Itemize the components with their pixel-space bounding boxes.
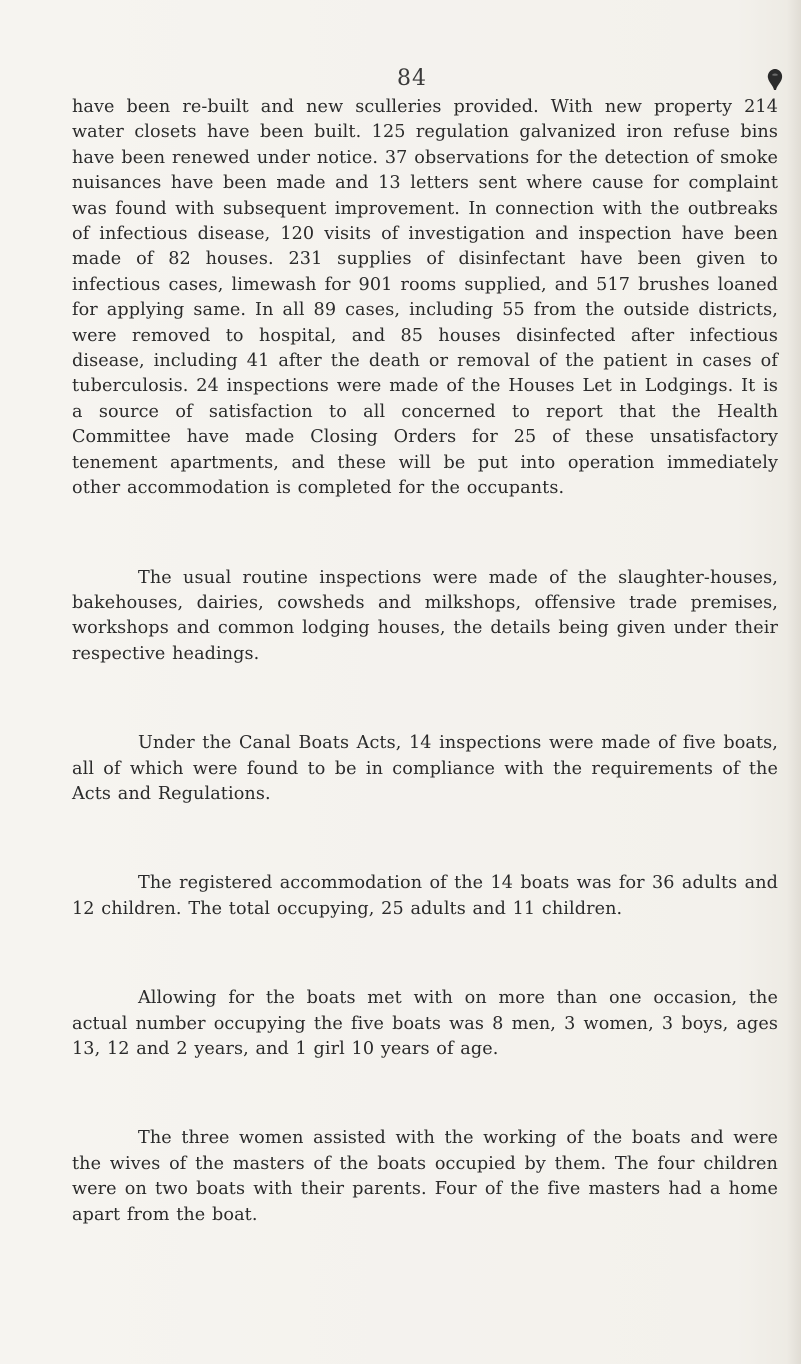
page-edge-shadow — [787, 0, 801, 1364]
paragraph-canal-boats-acts: Under the Canal Boats Acts, 14 inspections were made of five boats, all of which were found to be in compliance with the requirements of the Acts and Regulations. — [72, 733, 778, 804]
ink-blot-icon — [764, 66, 786, 92]
paragraph-registered-accommodation: The registered accommodation of the 14 boats was for 36 adults and 12 children. The total occupying, 25 adults and 11 children. — [72, 873, 778, 919]
paragraph-property-and-infectious-disease: have been re-built and new sculleries provided. With new property 214 water closets have been built. 125 regulation galvanized iron refuse bins have been renewed under notice. 37 observations for the detection of smoke nuisances have been made and 13 letters sent where cause for complaint was found with subsequent improvement. In connection with the outbreaks of infectious disease, 120 visits of investigation and inspection have been made of 82 houses. 231 supplies of disinfectant have been given to infectious cases, limewash for 901 rooms supplied, and 517 brushes loaned for applying same. In all 89 cases, including 55 from the outside districts, were removed to hospital, and 85 houses disinfected after infectious disease, including 41 after the death or removal of the patient in cases of tuberculosis. 24 inspections were made of the Houses Let in Lodgings. It is a source of satisfaction to all concerned to report that the Health Committee have made Closing Orders for 25 of these unsatisfactory tenement apartments, and these will be put into operation immediately other accommodation is completed for the occupants. — [72, 97, 778, 499]
paragraph-actual-occupancy: Allowing for the boats met with on more than one occasion, the actual number occupying the five boats was 8 men, 3 women, 3 boys, ages 13, 12 and 2 years, and 1 girl 10 years of age. — [72, 988, 778, 1059]
page-number: 84 — [397, 66, 427, 91]
paragraph-women-and-children: The three women assisted with the working of the boats and were the wives of the masters of the boats occupied by them. The four children were on two boats with their parents. Four of the five masters had a home apart from the boat. — [72, 1128, 778, 1225]
body-text — [72, 95, 778, 1228]
paragraph-routine-inspections: The usual routine inspections were made of the slaughter-houses, bakehouses, dairies, cowsheds and milkshops, offensive trade premises, workshops and common lodging houses, the details being given under their respective headings. — [72, 567, 778, 664]
